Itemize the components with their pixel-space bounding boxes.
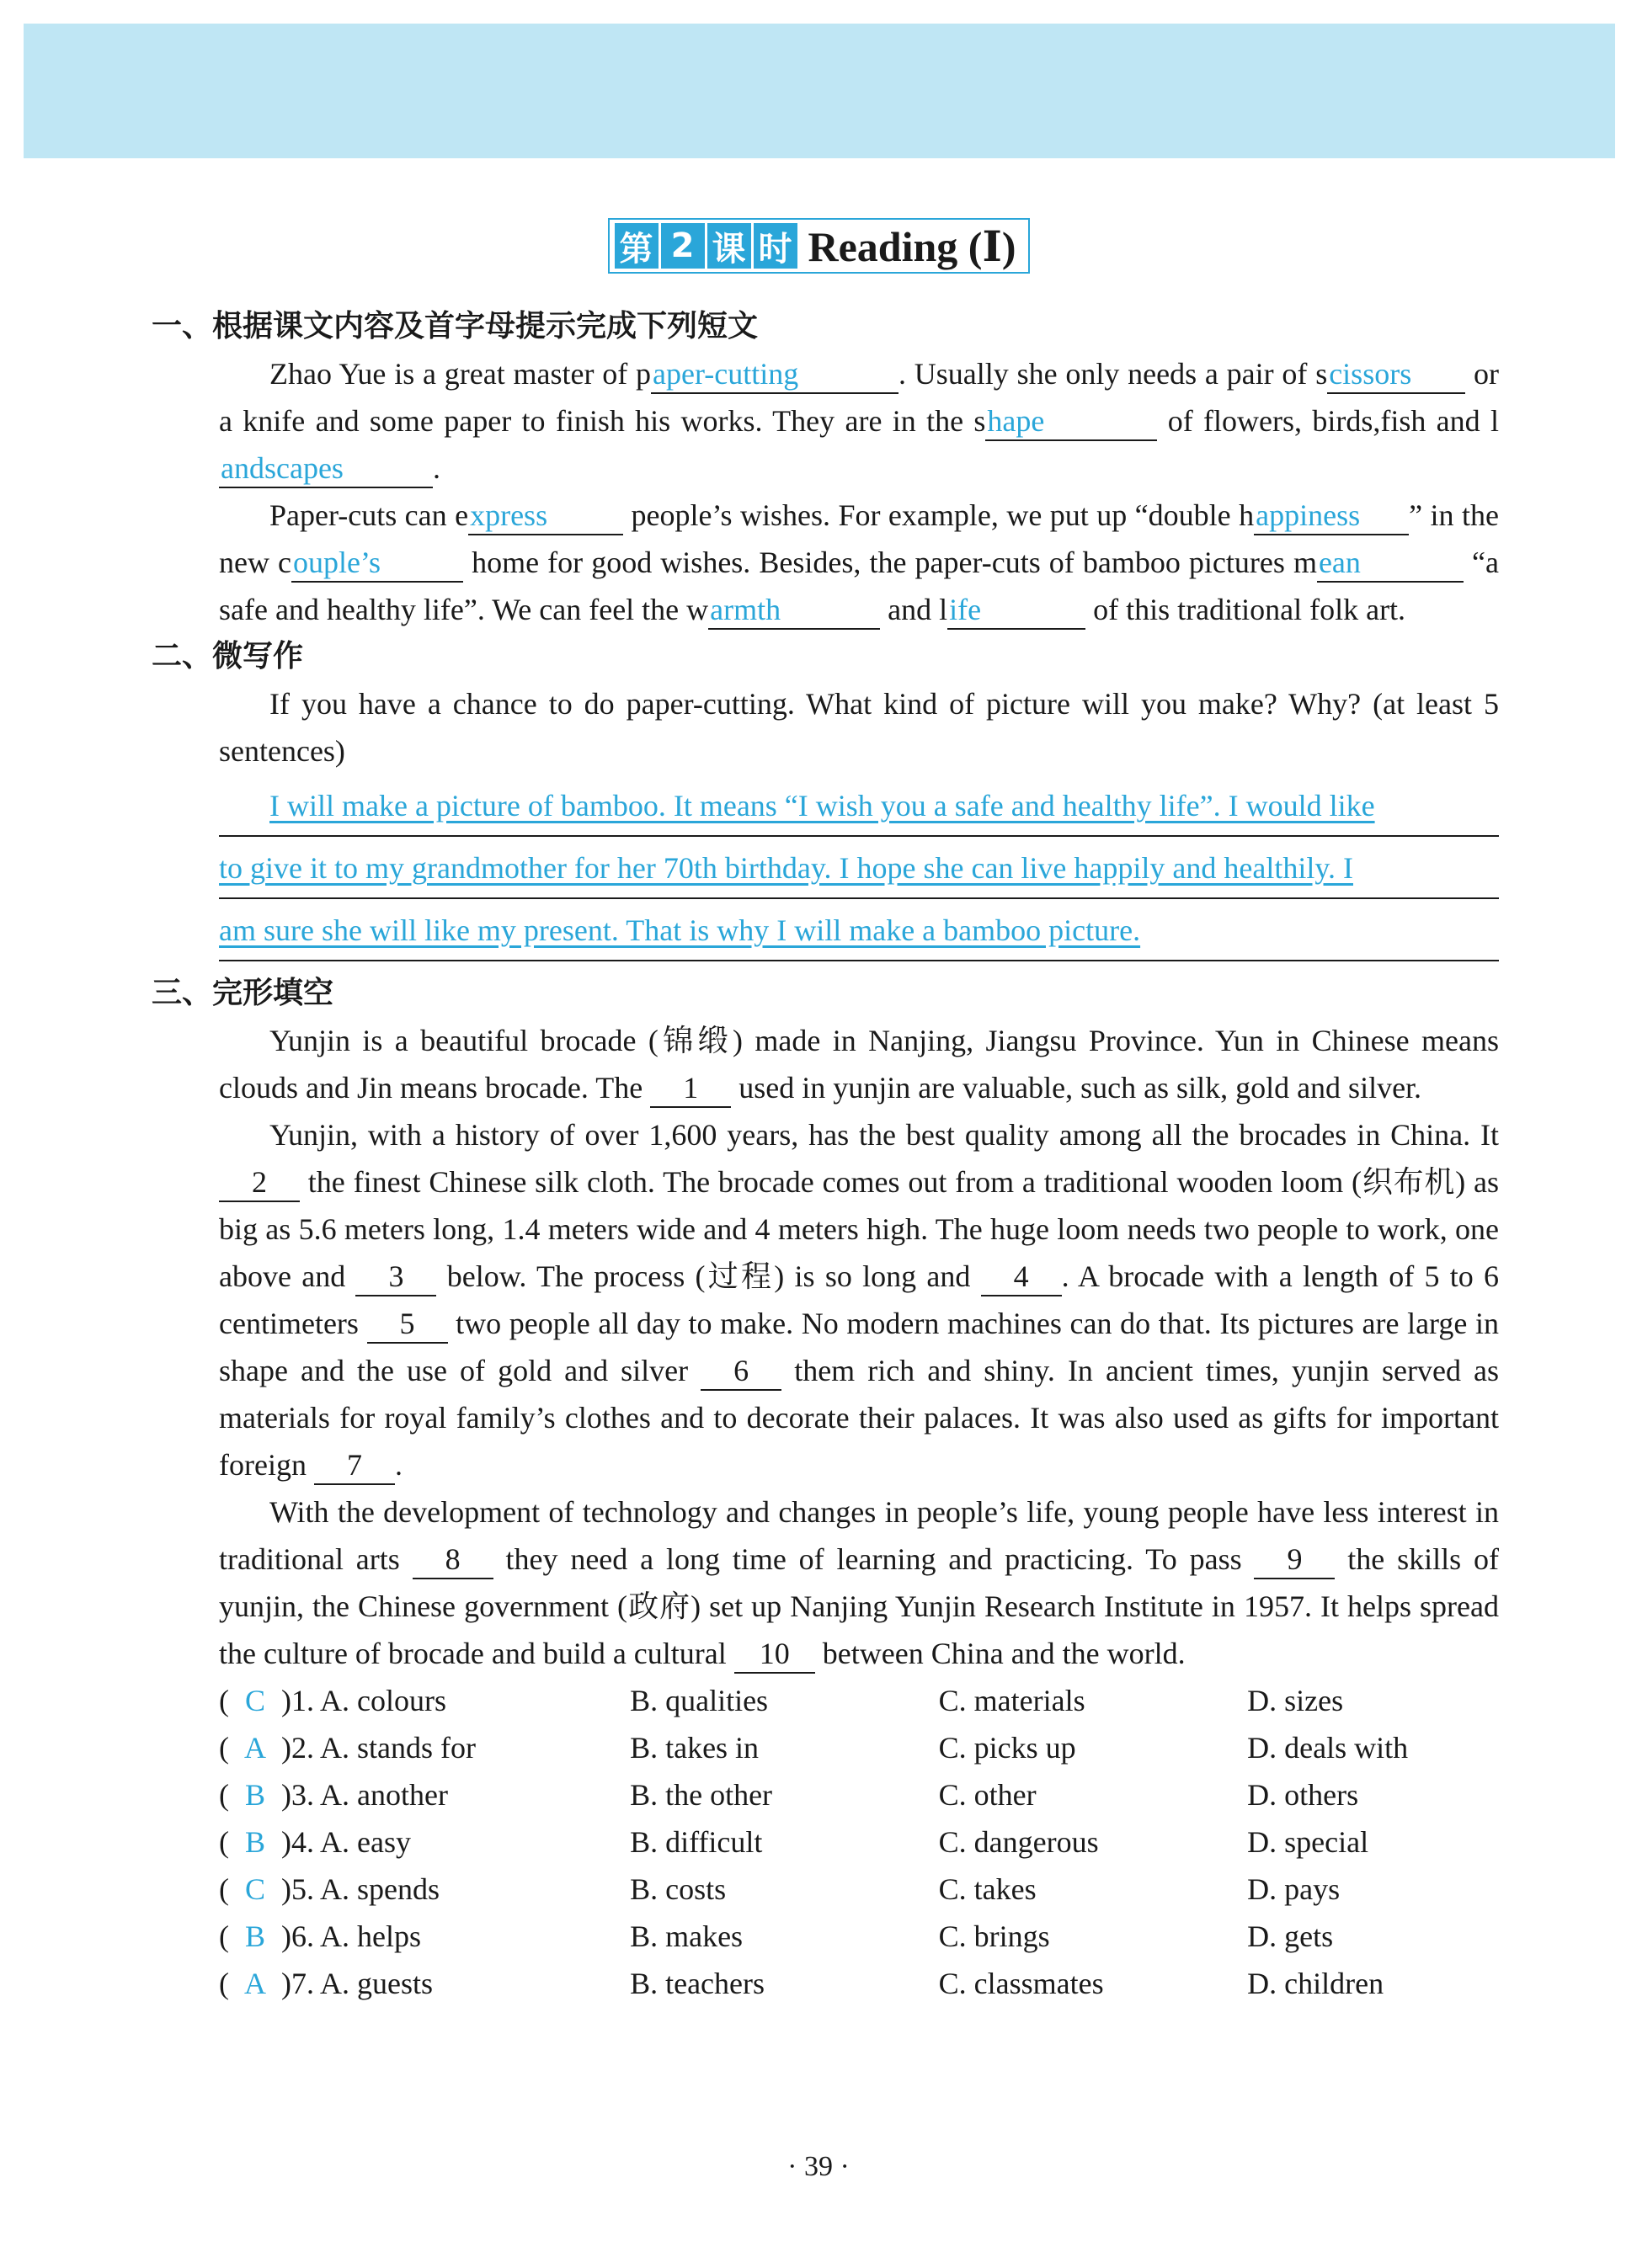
question-number: 4. bbox=[291, 1825, 314, 1859]
answer[interactable]: B bbox=[244, 1825, 265, 1859]
writing-prompt: If you have a chance to do paper-cutting. What kind of picture will you make? Why? (at least 5 sentences) bbox=[219, 687, 1499, 768]
title-char-2: 2 bbox=[661, 223, 705, 269]
fill-blank[interactable] bbox=[1254, 497, 1409, 535]
text: of this traditional folk art. bbox=[1085, 593, 1406, 626]
writing-answer-line-1[interactable]: I will make a picture of bamboo. It means “I wish you a safe and healthy life”. I would like bbox=[219, 775, 1499, 837]
section2-heading: 二、微写作 bbox=[152, 639, 304, 673]
text: ” in the new c bbox=[219, 498, 1499, 579]
text: of flowers, birds,fish and l bbox=[1157, 404, 1499, 438]
question-row bbox=[219, 1724, 1499, 1771]
text: With the development of technology and changes in people’s life, young people have less interest in traditional arts bbox=[219, 1495, 1499, 1576]
question-number: 5. bbox=[291, 1872, 314, 1906]
text: them rich and shiny. In ancient times, yunjin served as materials for royal family’s clothes and to decorate their palaces. It was also used as gifts for important foreign bbox=[219, 1354, 1499, 1482]
text: used in yunjin are valuable, such as silk, gold and silver. bbox=[731, 1071, 1422, 1105]
cloze-blank[interactable]: 6 bbox=[701, 1352, 781, 1391]
answer: appiness bbox=[1256, 498, 1361, 532]
question-stem: ( A )2. A. stands for bbox=[219, 1724, 630, 1771]
option-a[interactable]: A. easy bbox=[320, 1825, 411, 1859]
answer[interactable]: A bbox=[244, 1731, 266, 1765]
text: below. The process (过程) is so long and bbox=[436, 1259, 981, 1293]
cloze-blank[interactable]: 3 bbox=[355, 1258, 436, 1296]
option-b[interactable]: B. teachers bbox=[630, 1967, 765, 2000]
option-d[interactable]: D. children bbox=[1247, 1967, 1384, 2000]
question-row bbox=[219, 1960, 1499, 2007]
section3-heading: 三、完形填空 bbox=[152, 976, 334, 1010]
answer: xpress bbox=[470, 498, 548, 532]
text: . bbox=[394, 1448, 403, 1482]
answer: andscapes bbox=[221, 451, 344, 485]
question-stem: ( B )3. A. another bbox=[219, 1771, 630, 1818]
fill-blank[interactable] bbox=[651, 355, 898, 394]
text: home for good wishes. Besides, the paper-cuts of bamboo pictures m bbox=[463, 546, 1317, 579]
question-number: 3. bbox=[291, 1778, 314, 1812]
answer: ean bbox=[1318, 546, 1361, 579]
option-b[interactable]: B. qualities bbox=[630, 1684, 769, 1717]
question-stem: ( B )4. A. easy bbox=[219, 1818, 630, 1866]
worksheet-content bbox=[152, 303, 1499, 2007]
fill-blank[interactable] bbox=[291, 544, 463, 583]
writing-answer-line-2[interactable]: to give it to my grandmother for her 70th birthday. I hope she can live happily and healthily. I bbox=[219, 837, 1499, 899]
answer: armth bbox=[710, 593, 781, 626]
cloze-blank[interactable]: 7 bbox=[314, 1446, 395, 1485]
option-b[interactable]: B. takes in bbox=[630, 1731, 760, 1765]
text: the finest Chinese silk cloth. The brocade comes out from a traditional wooden loom (织布机) as big as 5.6 meters long, 1.4 meters wide and 4 meters high. The huge loom needs two people to work, one above and bbox=[219, 1165, 1499, 1293]
cloze-blank[interactable]: 5 bbox=[367, 1305, 448, 1344]
answer: hape bbox=[987, 404, 1045, 438]
text: . bbox=[433, 451, 440, 485]
option-d[interactable]: D. deals with bbox=[1247, 1731, 1409, 1765]
cloze-paragraph3 bbox=[219, 1488, 1499, 1677]
fill-blank[interactable] bbox=[985, 402, 1157, 441]
text: Yunjin is a beautiful brocade (锦缎) made in Nanjing, Jiangsu Province. Yun in Chinese means clouds and Jin means brocade. The bbox=[219, 1024, 1499, 1105]
text: people’s wishes. For example, we put up “double h bbox=[623, 498, 1255, 532]
fill-blank[interactable] bbox=[219, 450, 433, 488]
title-char-4: 时 bbox=[754, 223, 797, 269]
lesson-title bbox=[0, 212, 1637, 280]
option-c[interactable]: C. takes bbox=[938, 1872, 1037, 1906]
answer[interactable]: A bbox=[244, 1967, 266, 2000]
text: the skills of yunjin, the Chinese government (政府) set up Nanjing Yunjin Research Institute in 1957. It helps spread the culture of brocade and build a cultural bbox=[219, 1542, 1499, 1670]
option-c[interactable]: C. materials bbox=[938, 1684, 1085, 1717]
text: . Usually she only needs a pair of s bbox=[898, 357, 1328, 391]
text: two people all day to make. No modern machines can do that. Its pictures are large in shape and the use of gold and silver bbox=[219, 1307, 1499, 1387]
option-d[interactable]: D. pays bbox=[1247, 1872, 1341, 1906]
option-d[interactable]: D. others bbox=[1247, 1778, 1359, 1812]
option-d[interactable]: D. special bbox=[1247, 1825, 1369, 1859]
fill-blank[interactable] bbox=[947, 591, 1085, 630]
question-stem: ( B )6. A. helps bbox=[219, 1913, 630, 1960]
question-row bbox=[219, 1771, 1499, 1818]
question-row bbox=[219, 1818, 1499, 1866]
option-b[interactable]: B. difficult bbox=[630, 1825, 763, 1859]
text: Zhao Yue is a great master of p bbox=[269, 357, 652, 391]
title-text: Reading (Ⅰ) bbox=[808, 222, 1016, 270]
text: . A brocade with a length of 5 to 6 centimeters bbox=[219, 1259, 1500, 1340]
option-a[interactable]: A. spends bbox=[320, 1872, 440, 1906]
option-b[interactable]: B. makes bbox=[630, 1919, 744, 1953]
question-list bbox=[152, 1677, 1499, 2007]
answer[interactable]: C bbox=[244, 1684, 265, 1717]
answer: cissors bbox=[1329, 357, 1412, 391]
cloze-blank[interactable]: 9 bbox=[1254, 1541, 1335, 1579]
option-a[interactable]: A. helps bbox=[320, 1919, 422, 1953]
fill-blank[interactable] bbox=[708, 591, 880, 630]
option-c[interactable]: C. classmates bbox=[938, 1967, 1104, 2000]
question-stem: ( A )7. A. guests bbox=[219, 1960, 630, 2007]
text: they need a long time of learning and practicing. To pass bbox=[493, 1542, 1255, 1576]
answer[interactable]: C bbox=[244, 1872, 265, 1906]
option-c[interactable]: C. brings bbox=[938, 1919, 1050, 1953]
cloze-paragraph1 bbox=[219, 1017, 1499, 1111]
option-c[interactable]: C. picks up bbox=[938, 1731, 1076, 1765]
cloze-blank[interactable]: 1 bbox=[650, 1069, 731, 1108]
question-row bbox=[219, 1866, 1499, 1913]
option-d[interactable]: D. gets bbox=[1247, 1919, 1334, 1953]
title-box bbox=[608, 218, 1030, 274]
option-c[interactable]: C. dangerous bbox=[938, 1825, 1099, 1859]
question-number: 2. bbox=[291, 1731, 314, 1765]
option-d[interactable]: D. sizes bbox=[1247, 1684, 1344, 1717]
answer[interactable]: B bbox=[244, 1778, 265, 1812]
title-char-3: 课 bbox=[707, 223, 751, 269]
question-number: 7. bbox=[291, 1967, 314, 2000]
question-stem: ( C )5. A. spends bbox=[219, 1866, 630, 1913]
fill-blank[interactable] bbox=[1327, 355, 1465, 394]
answer: aper-cutting bbox=[653, 357, 799, 391]
cloze-blank[interactable]: 8 bbox=[413, 1541, 493, 1579]
option-b[interactable]: B. the other bbox=[630, 1778, 773, 1812]
text: or a knife and some paper to finish his works. They are in the s bbox=[219, 357, 1499, 438]
question-stem: ( C )1. A. colours bbox=[219, 1677, 630, 1724]
text: Paper-cuts can e bbox=[269, 498, 469, 532]
header-band bbox=[24, 24, 1615, 158]
title-char-1: 第 bbox=[615, 223, 659, 269]
cloze-blank[interactable]: 4 bbox=[981, 1258, 1062, 1296]
question-number: 6. bbox=[291, 1919, 314, 1953]
cloze-blank[interactable]: 2 bbox=[219, 1163, 300, 1202]
answer: ouple’s bbox=[293, 546, 381, 579]
option-a[interactable]: A. stands for bbox=[320, 1731, 476, 1765]
cloze-paragraph2 bbox=[219, 1111, 1499, 1488]
fill-blank[interactable] bbox=[1317, 544, 1464, 583]
section1-paragraph1 bbox=[219, 350, 1499, 492]
section1-heading: 一、根据课文内容及首字母提示完成下列短文 bbox=[152, 309, 759, 343]
page-number: · 39 · bbox=[787, 2151, 850, 2182]
option-a[interactable]: A. colours bbox=[320, 1684, 446, 1717]
text: Yunjin, with a history of over 1,600 years, has the best quality among all the brocades in China. It bbox=[269, 1118, 1499, 1152]
cloze-blank[interactable]: 10 bbox=[734, 1635, 815, 1674]
option-b[interactable]: B. costs bbox=[630, 1872, 727, 1906]
answer[interactable]: B bbox=[244, 1919, 265, 1953]
writing-answer-line-3[interactable]: am sure she will like my present. That is why I will make a bamboo picture. bbox=[219, 899, 1499, 961]
option-c[interactable]: C. other bbox=[938, 1778, 1037, 1812]
text: and l bbox=[880, 593, 948, 626]
section1-paragraph2 bbox=[219, 492, 1499, 633]
option-a[interactable]: A. guests bbox=[320, 1967, 434, 2000]
text: between China and the world. bbox=[814, 1637, 1186, 1670]
question-number: 1. bbox=[291, 1684, 314, 1717]
option-a[interactable]: A. another bbox=[320, 1778, 448, 1812]
answer: ife bbox=[949, 593, 982, 626]
fill-blank[interactable] bbox=[468, 497, 623, 535]
question-row bbox=[219, 1913, 1499, 1960]
text: “a safe and healthy life”. We can feel the w bbox=[219, 546, 1499, 626]
question-row bbox=[219, 1677, 1499, 1724]
